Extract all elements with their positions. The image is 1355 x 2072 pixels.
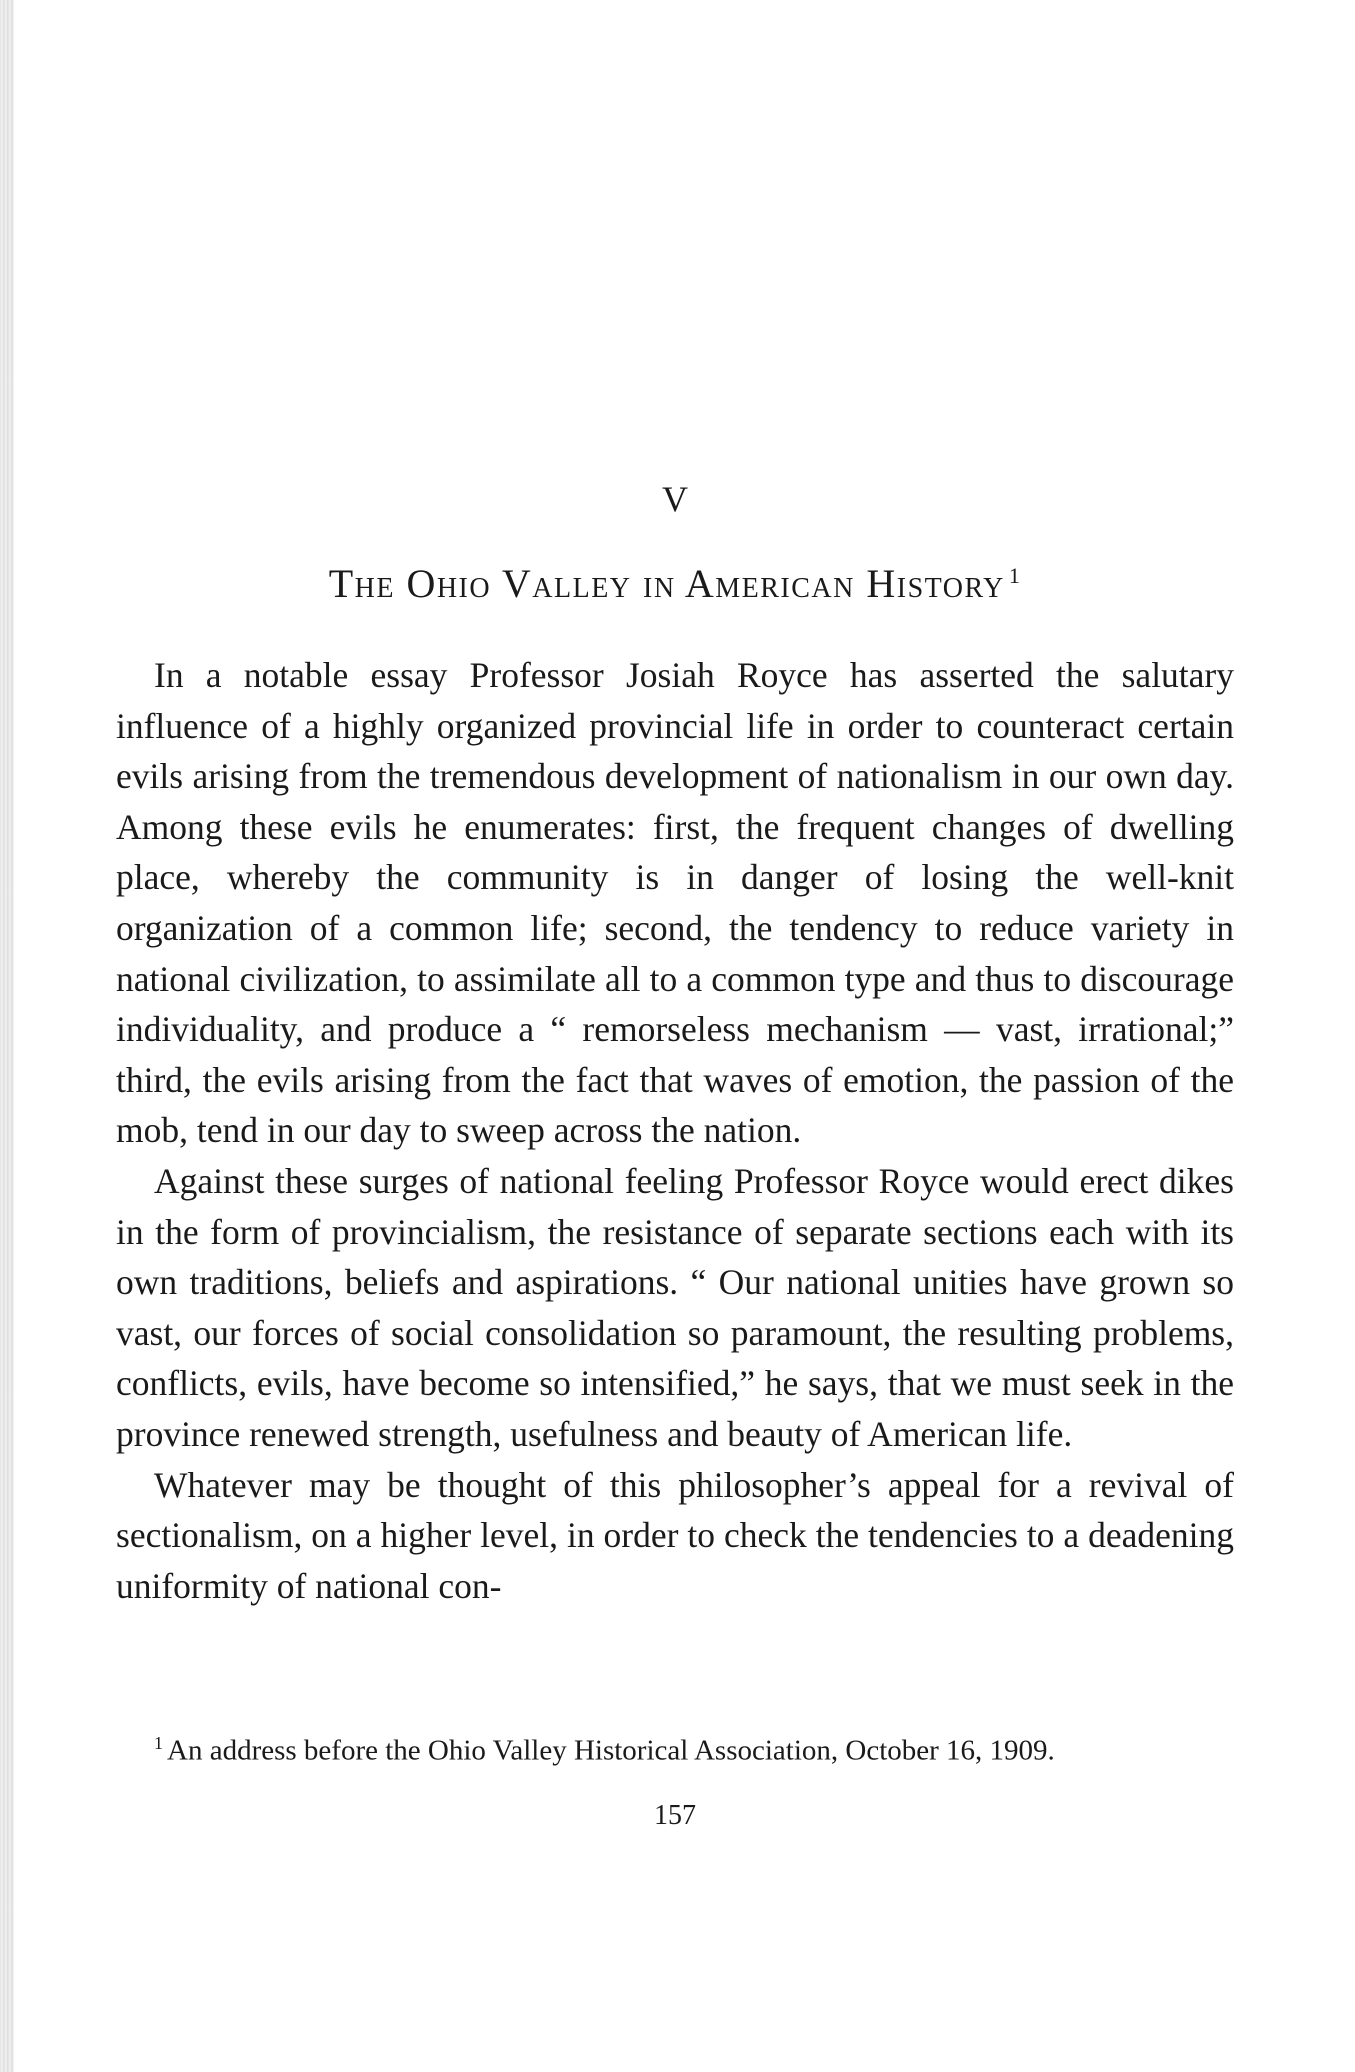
paragraph-2: Against these surges of national feeling Professor Royce would erect dikes in the form of provincialism, the resistance of separate sections each with its own traditions, beliefs and aspirations. “ Our national unities have grown so vast, our forces of social consolidation so paramount, the resulting problems, conflicts, evils, have become so intensified,” he says, that we must seek in the province renewed strength, usefulness and beauty of American life. [116,1160,1234,1454]
chapter-number: V [662,479,688,519]
footnote-marker: 1 [154,1733,163,1753]
footnote-reference: 1 [1008,562,1022,588]
body-text [116,650,1234,1611]
paragraph-3: Whatever may be thought of this philosopher’s appeal for a revival of sectionalism, on a higher level, in order to check the tendencies to a deadening uniformity of national con- [116,1464,1234,1606]
paragraph-1: In a notable essay Professor Josiah Royce has asserted the salutary influence of a highly organized provincial life in order to counteract certain evils arising from the tremendous development of nationalism in our own day. Among these evils he enumerates: first, the frequent changes of dwelling place, whereby the community is in danger of losing the well-knit organization of a common life; second, the tendency to reduce variety in national civilization, to assimilate all to a common type and thus to discourage individuality, and produce a “ remorseless mechanism — vast, irrational;” third, the evils arising from the fact that waves of emotion, the passion of the mob, tend in our day to sweep across the nation. [116,655,1234,1151]
page-number: 157 [654,1800,696,1831]
scan-edge [0,0,14,2072]
chapter-title-text: The Ohio Valley in American History [328,561,1005,606]
book-page [116,0,1234,2072]
footnote [116,1725,1234,1770]
chapter-title [116,560,1234,607]
footnote-text: An address before the Ohio Valley Historical Association, October 16, 1909. [167,1734,1055,1767]
